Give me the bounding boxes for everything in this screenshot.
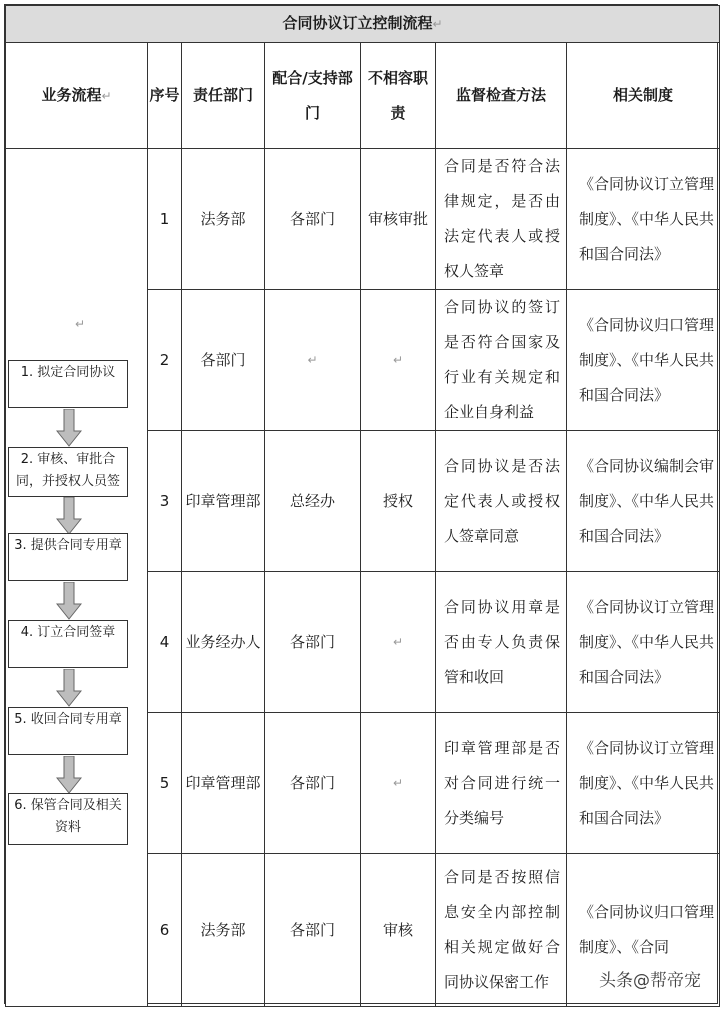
row-seq: 5 xyxy=(148,713,182,854)
header-incompat: 不相容职责 xyxy=(361,43,436,149)
row-seq: 1 xyxy=(148,149,182,290)
header-system: 相关制度 xyxy=(567,43,720,149)
flow-arrow-2 xyxy=(56,497,82,535)
row-seq: 3 xyxy=(148,431,182,572)
row-system: 《合同协议订立管理制度》、《中华人民共和国合同法》 xyxy=(567,572,720,713)
flow-arrow-3 xyxy=(56,582,82,620)
row-seq: 4 xyxy=(148,572,182,713)
watermark: 头条@帮帝宠 xyxy=(597,966,703,991)
row-system: 《合同协议订立管理制度》、《中华人民共和国合同法》 xyxy=(567,713,720,854)
flow-step-5: 5. 收回合同专用章 xyxy=(8,707,128,755)
row-support: 总经办 xyxy=(265,431,361,572)
flow-arrow-1 xyxy=(56,409,82,447)
row-support: 各部门 xyxy=(265,854,361,1007)
row-method: 合同协议的签订是否符合国家及行业有关规定和企业自身利益 xyxy=(436,290,567,431)
table-row xyxy=(6,149,720,290)
paragraph-mark: ↵ xyxy=(75,317,86,331)
row-resp: 印章管理部 xyxy=(182,431,265,572)
row-incompat: 审核审批 xyxy=(361,149,436,290)
flow-arrow-4 xyxy=(56,669,82,707)
row-method: 合同协议是否法定代表人或授权人签章同意 xyxy=(436,431,567,572)
row-system: 《合同协议订立管理制度》、《中华人民共和国合同法》 xyxy=(567,149,720,290)
control-flow-table xyxy=(5,5,720,1007)
row-resp: 法务部 xyxy=(182,149,265,290)
row-support: 各部门 xyxy=(265,713,361,854)
row-support: 各部门 xyxy=(265,149,361,290)
row-incompat: 审核 xyxy=(361,854,436,1007)
flow-step-1: 1. 拟定合同协议 xyxy=(8,360,128,408)
header-resp: 责任部门 xyxy=(182,43,265,149)
row-resp: 各部门 xyxy=(182,290,265,431)
row-resp: 业务经办人 xyxy=(182,572,265,713)
flow-step-6: 6. 保管合同及相关资料 xyxy=(8,793,128,845)
row-method: 合同是否按照信息安全内部控制相关规定做好合同协议保密工作 xyxy=(436,854,567,1007)
flow-arrow-5 xyxy=(56,756,82,794)
row-system: 《合同协议归口管理制度》、《合同 xyxy=(567,854,720,1007)
row-support: 各部门 xyxy=(265,572,361,713)
row-incompat: 授权 xyxy=(361,431,436,572)
row-method: 合同是否符合法律规定，是否由法定代表人或授权人签章 xyxy=(436,149,567,290)
row-resp: 法务部 xyxy=(182,854,265,1007)
header-flow: 业务流程↵ xyxy=(6,43,148,149)
header-support: 配合/支持部门 xyxy=(265,43,361,149)
row-method: 合同协议用章是否由专人负责保管和收回 xyxy=(436,572,567,713)
header-seq: 序号 xyxy=(148,43,182,149)
table-title: 合同协议订立控制流程↵ xyxy=(6,6,720,43)
row-method: 印章管理部是否对合同进行统一分类编号 xyxy=(436,713,567,854)
row-support: ↵ xyxy=(265,290,361,431)
flow-step-3: 3. 提供合同专用章 xyxy=(8,533,128,581)
row-incompat: ↵ xyxy=(361,572,436,713)
document-page xyxy=(4,4,718,1004)
row-seq: 2 xyxy=(148,290,182,431)
header-method: 监督检查方法 xyxy=(436,43,567,149)
row-incompat: ↵ xyxy=(361,713,436,854)
row-resp: 印章管理部 xyxy=(182,713,265,854)
flow-step-4: 4. 订立合同签章 xyxy=(8,620,128,668)
row-incompat: ↵ xyxy=(361,290,436,431)
flow-step-2: 2. 审核、审批合同，并授权人员签 xyxy=(8,447,128,497)
row-seq: 6 xyxy=(148,854,182,1007)
row-system: 《合同协议归口管理制度》、《中华人民共和国合同法》 xyxy=(567,290,720,431)
row-system: 《合同协议编制会审制度》、《中华人民共和国合同法》 xyxy=(567,431,720,572)
